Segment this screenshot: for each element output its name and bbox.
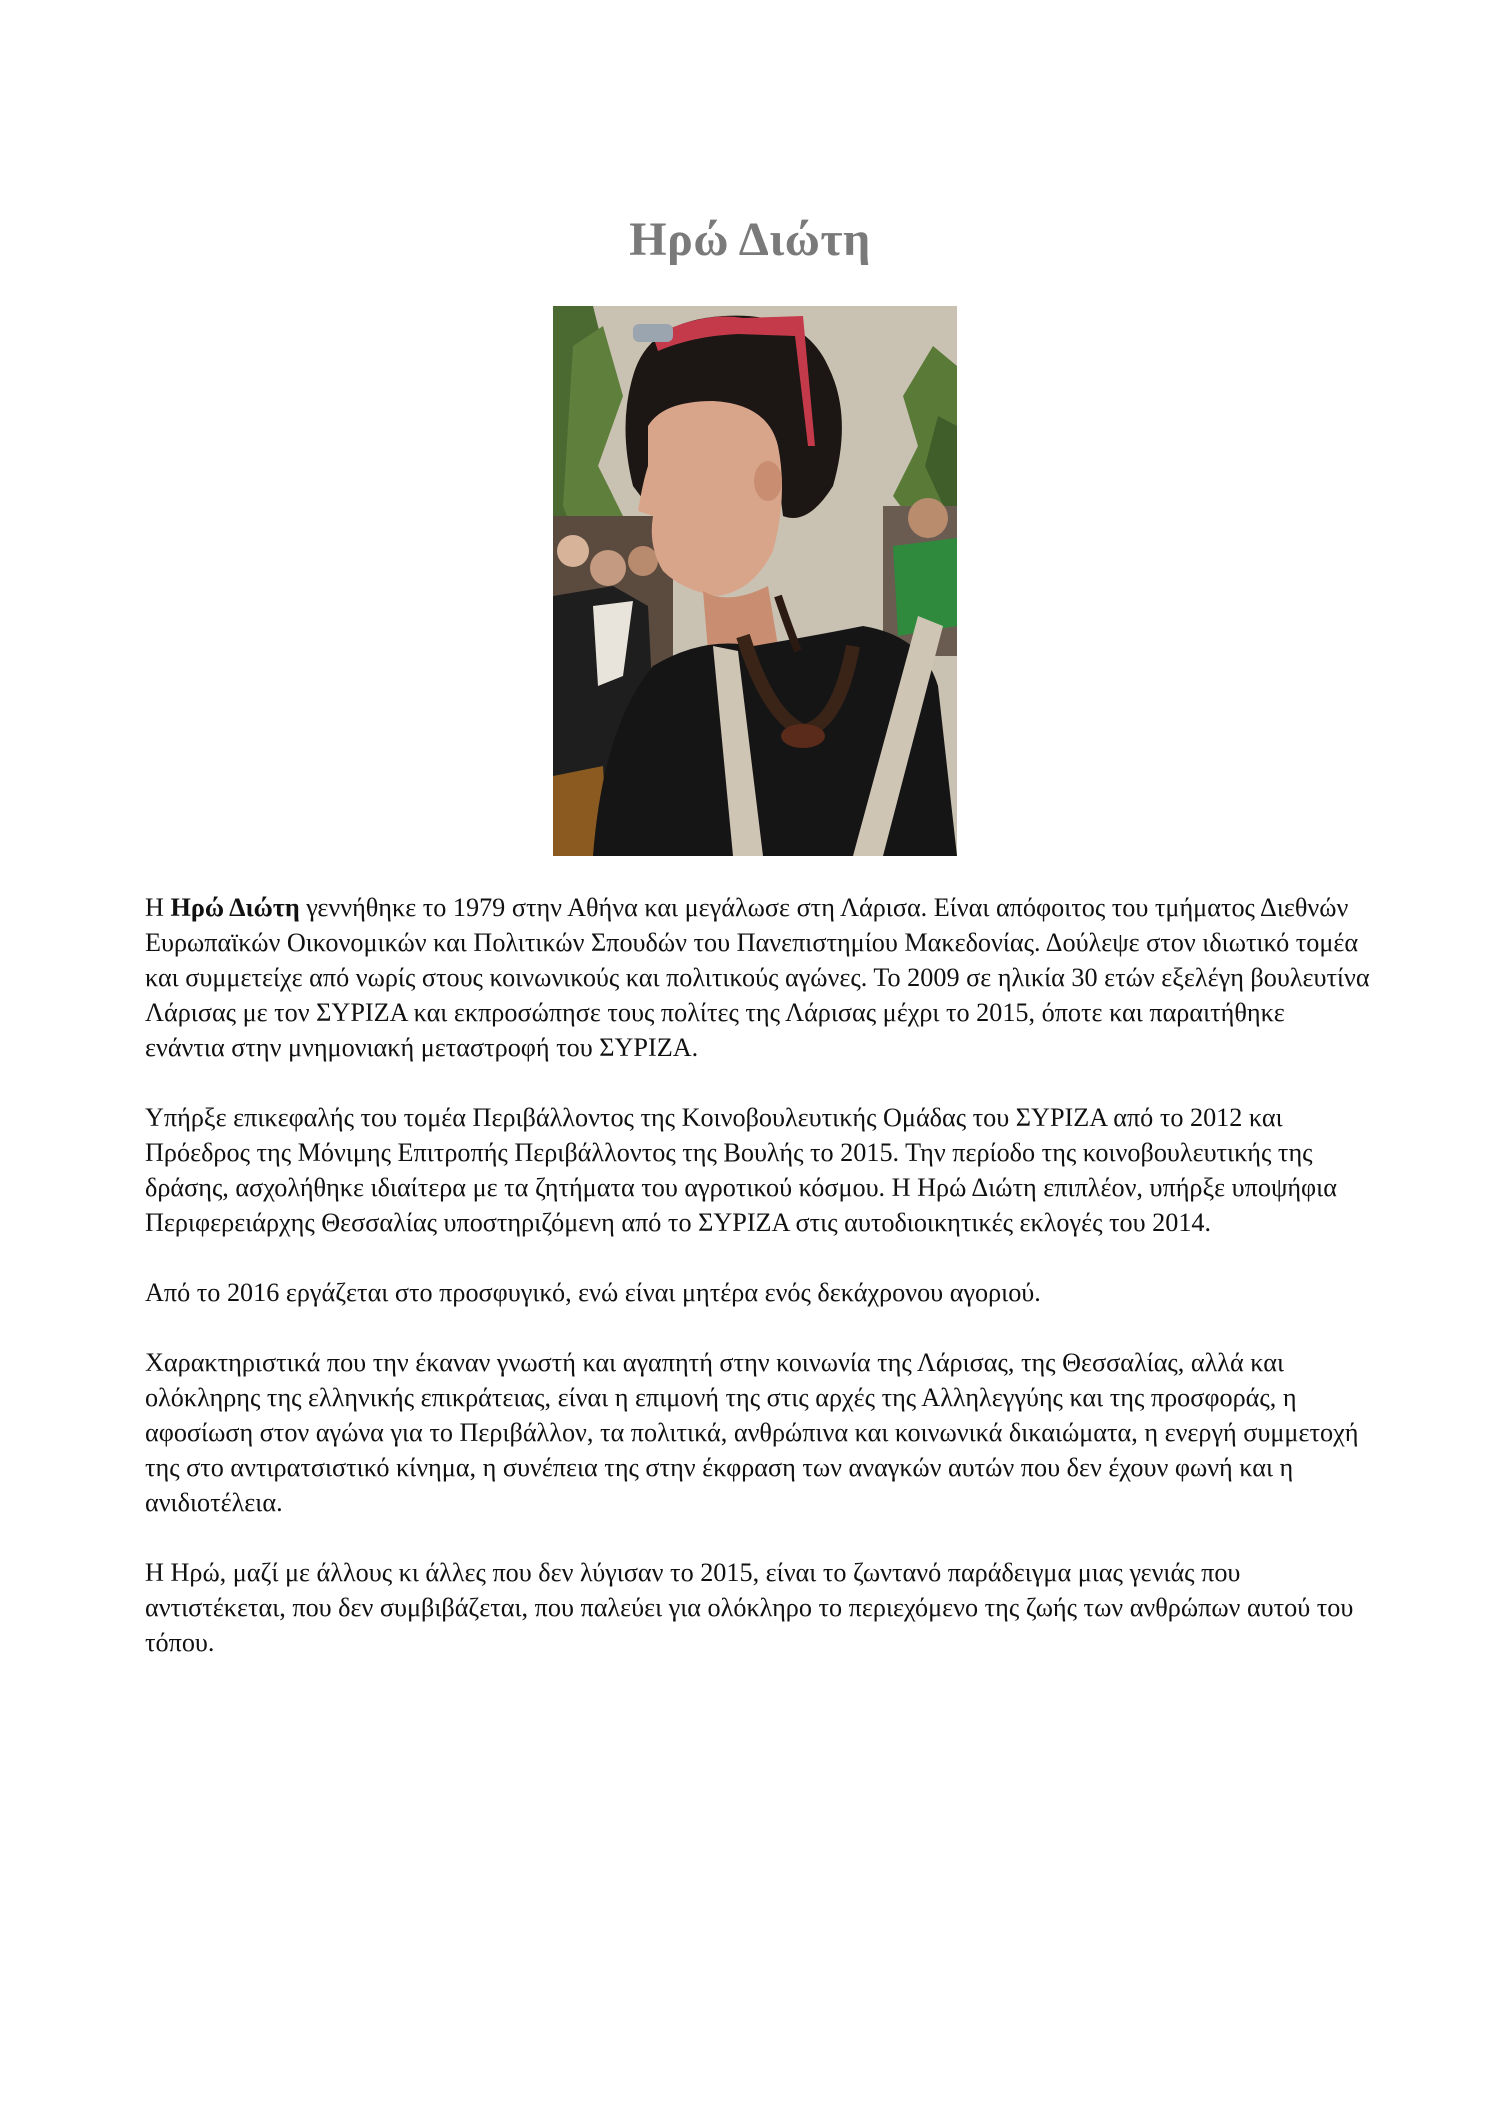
paragraph-1-text: γεννήθηκε το 1979 στην Αθήνα και μεγάλωσε στη Λάρισα. Είναι απόφοιτος του τμήματος Διεθνών Ευρωπαϊκών Οικονομικών και Πολιτικών Σπουδών του Πανεπιστημίου Μακεδονίας. Δούλεψε στον ιδιωτικό τομέα και συμμετείχε από νωρίς στους κοινωνικούς και πολιτικούς αγώνες. Το 2009 σε ηλικία 30 ετών εξελέγη βουλευτίνα Λάρισας με τον ΣΥΡΙΖΑ και εκπροσώπησε τους πολίτες της Λάρισας μέχρι το 2015, όποτε και παραιτήθηκε ενάντια στην μνημονιακή μεταστροφή του ΣΥΡΙΖΑ.	[145, 893, 1370, 1062]
portrait-photo	[553, 306, 957, 856]
paragraph-2: Υπήρξε επικεφαλής του τομέα Περιβάλλοντος της Κοινοβουλευτικής Ομάδας του ΣΥΡΙΖΑ από το 2012 και Πρόεδρος της Μόνιμης Επιτροπής Περιβάλλοντος της Βουλής το 2015. Την περίοδο της κοινοβουλευτικής της δράσης, ασχολήθηκε ιδιαίτερα με τα ζητήματα του αγροτικού κόσμου. Η Ηρώ Διώτη επιπλέον, υπήρξε υποψήφια Περιφερειάρχης Θεσσαλίας υποστηριζόμενη από το ΣΥΡΙΖΑ στις αυτοδιοικητικές εκλογές του 2014.	[145, 1103, 1337, 1237]
page-title: Ηρώ Διώτη	[629, 213, 871, 266]
paragraph-4: Χαρακτηριστικά που την έκαναν γνωστή και αγαπητή στην κοινωνία της Λάρισας, της Θεσσαλίας, αλλά και ολόκληρης της ελληνικής επικράτειας, είναι η επιμονή της στις αρχές της Αλληλεγγύης και της προσφοράς, η αφοσίωση στον αγώνα για το Περιβάλλον, τα πολιτικά, ανθρώπινα και κοινωνικά δικαιώματα, η ενεργή συμμετοχή της στο αντιρατσιστικό κίνημα, η συνέπεια της στην έκφραση των αναγκών αυτών που δεν έχουν φωνή και η ανιδιοτέλεια.	[145, 1348, 1359, 1517]
paragraph-1-prefix: Η	[145, 893, 171, 922]
paragraph-1	[145, 890, 1370, 1065]
paragraph-5: Η Ηρώ, μαζί με άλλους κι άλλες που δεν λύγισαν το 2015, είναι το ζωντανό παράδειγμα μιας γενιάς που αντιστέκεται, που δεν συμβιβάζεται, που παλεύει για ολόκληρο το περιεχόμενο της ζωής των ανθρώπων αυτού του τόπου.	[145, 1558, 1354, 1657]
biography-text	[145, 890, 1370, 1695]
portrait-illustration	[553, 306, 957, 856]
subject-name-bold: Ηρώ Διώτη	[170, 893, 300, 922]
paragraph-3: Από το 2016 εργάζεται στο προσφυγικό, ενώ είναι μητέρα ενός δεκάχρονου αγοριού.	[145, 1278, 1041, 1307]
